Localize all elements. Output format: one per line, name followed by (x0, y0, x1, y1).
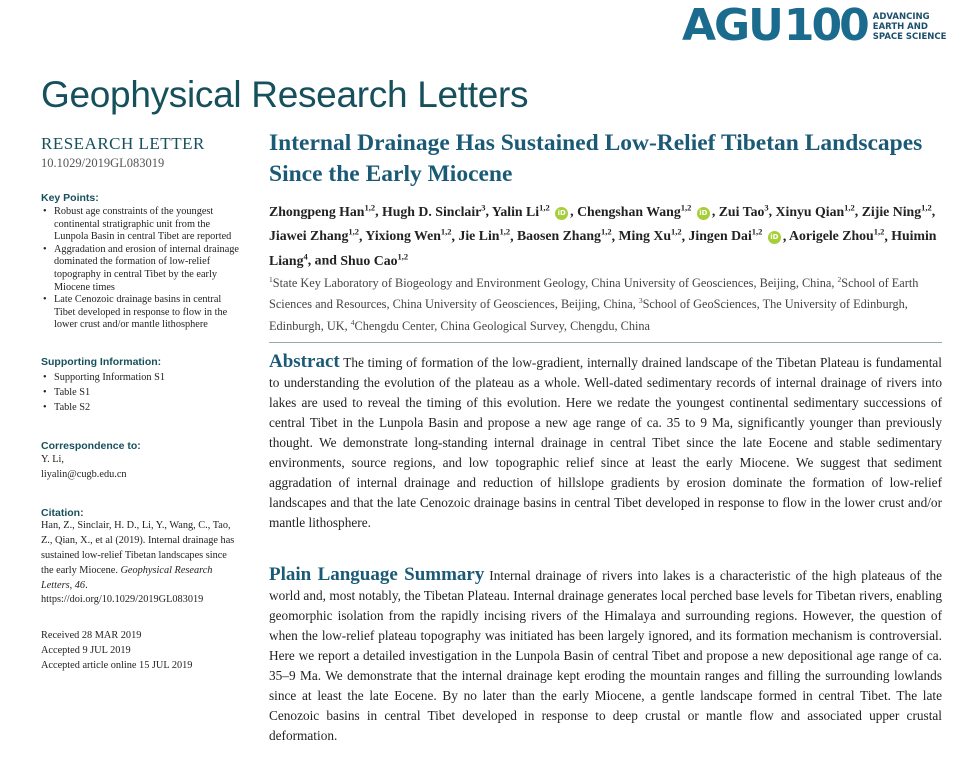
citation-separator: , (69, 579, 75, 591)
author-affiliation-number: 1,2 (921, 202, 932, 212)
accepted-date: Accepted 9 JUL 2019 (41, 645, 131, 657)
author (458, 228, 510, 243)
citation-section (41, 507, 241, 608)
citation-pre: Han, Z., Sinclair, H. D., Li, Y., Wang, C., Tao, Z., Qian, X., et al (2019). Internal drainage has sustained low-relief Tibetan landscapes since the early Miocene. (41, 519, 235, 576)
author-name: Baosen Zhang (516, 228, 601, 244)
author (517, 228, 612, 243)
sidebar (41, 134, 241, 673)
author (269, 228, 359, 243)
author (269, 204, 375, 219)
affiliation-number: 3 (638, 296, 643, 306)
logo-100-text: 100 (783, 0, 867, 51)
supporting-section (41, 356, 241, 415)
author (719, 204, 769, 219)
author-name: Huimin Liang (269, 228, 937, 268)
author-name: Xinyu Qian (775, 203, 845, 219)
affiliation-text: School of Earth Sciences and Resources, China University of Geosciences, Beijing, China, (269, 276, 919, 312)
author-affiliation-number: 4 (303, 251, 308, 262)
author (789, 228, 884, 243)
journal-title: Geophysical Research Letters (41, 74, 529, 115)
author-affiliation-number: 1,2 (600, 226, 612, 237)
affiliation-text: State Key Laboratory of Biogeology and Environment Geology, China University of Geosciences, Beijing, China, (272, 276, 838, 291)
logo-agu-text: AGU (682, 0, 782, 51)
key-points-heading: Key Points: (41, 192, 99, 204)
citation-journal: Geophysical Research Letters (41, 564, 213, 591)
author (689, 228, 783, 243)
supporting-item[interactable]: • Table S1 (41, 385, 241, 400)
author-affiliation-number: 1,2 (499, 226, 511, 237)
author-affiliation-number: 3 (481, 202, 486, 212)
online-date: Accepted article online 15 JUL 2019 (41, 660, 193, 672)
citation-doi-link[interactable]: . https://doi.org/10.1029/2019GL083019 (41, 579, 204, 606)
author-affiliation-number: 1,2 (440, 226, 452, 237)
article-title: Internal Drainage Has Sustained Low-Relief Tibetan Landscapes Since the Early Miocene (269, 130, 923, 187)
article-type: RESEARCH LETTER (41, 134, 205, 153)
supporting-item[interactable]: • Table S2 (41, 400, 241, 415)
author-name: Yalin Li (491, 203, 540, 219)
key-point-item: • Late Cenozoic drainage basins in central Tibet developed in response to flow in the lower crust and/or mantle lithosphere (41, 294, 241, 332)
author-affiliation-number: 1,2 (873, 226, 885, 237)
author (776, 204, 855, 219)
affiliations (269, 271, 942, 335)
author-affiliation-number: 3 (764, 202, 769, 212)
author-name: Chengshan Wang (577, 203, 681, 219)
affiliation-number: 2 (837, 275, 842, 284)
author-name: Jie Lin (458, 228, 500, 244)
key-points-section (41, 192, 241, 332)
author-name: Ming Xu (618, 228, 671, 244)
logo-tagline-line: ADVANCING (872, 12, 930, 22)
logo-tagline-line: EARTH AND (872, 22, 928, 32)
logo-tagline (873, 12, 947, 42)
supporting-item[interactable]: • Supporting Information S1 (41, 370, 241, 385)
author-list: Zhongpeng Han$^{1,2}$, Hugh D. Sinclair$^3$, Yalin Li$^{1,2}$ iD , Chengshan Wang$^{1,2}$ iD , Zui Tao$^3$, Xinyu Qian$^{1,2}$, Zijie Ning$^{1,2}$, Jiawei Zhang$^{1,2}$, Yixiong Wen$^{1,2}$, Jie Lin$^{1,2}$, Baosen Zhang$^{1,2}$, Ming Xu$^{1,2}$, Jingen Dai$^{1,2}$ iD , Aorigele Zhou$^{1,2}$, Huimin Liang$^4$, and Shuo Cao$^{1,2}$ (269, 202, 937, 268)
author-affiliation-number: 1,2 (844, 202, 855, 212)
orcid-icon[interactable]: iD (555, 207, 568, 220)
citation-volume: 46 (74, 579, 86, 591)
plain-language-section (269, 565, 942, 746)
author-affiliation-number: 1,2 (539, 202, 550, 212)
citation-heading: Citation: (41, 506, 84, 519)
key-points-list (41, 206, 241, 332)
correspondence-name: Y. Li, (41, 453, 64, 465)
correspondence-section (41, 440, 241, 482)
author-affiliation-number: 1,2 (364, 202, 376, 212)
author (862, 204, 932, 219)
abstract-section (269, 352, 942, 533)
author-name: Yixiong Wen (365, 228, 441, 244)
citation-text (41, 519, 241, 608)
author-name: Shuo Cao (340, 252, 398, 268)
correspondence-heading: Correspondence to: (41, 439, 141, 452)
logo-tagline-line: SPACE SCIENCE (872, 32, 947, 42)
agu100-logo (682, 0, 947, 51)
author (492, 204, 570, 219)
author-name: Aorigele Zhou (789, 228, 874, 244)
author-name: Hugh D. Sinclair (382, 203, 482, 219)
key-point-item: • Aggradation and erosion of internal drainage dominated the formation of low-relief topography in central Tibet by the early Miocene times (41, 244, 241, 294)
article-doi[interactable]: 10.1029/2019GL083019 (41, 156, 165, 170)
divider (269, 342, 942, 343)
author-name: Jiawei Zhang (269, 228, 349, 244)
orcid-icon[interactable]: iD (697, 207, 710, 220)
author (618, 228, 681, 243)
author-name: Zhongpeng Han (269, 203, 365, 219)
dates-section (41, 628, 241, 673)
key-point-item: • Robust age constraints of the youngest continental stratigraphic unit from the Lunpola Basin in central Tibet are reported (41, 206, 241, 244)
plain-language-text: Internal drainage of rivers into lakes is a characteristic of the high plateaus of the world and, most notably, the Tibetan Plateau. Internal drainage generates local perched base levels for Tibetan rivers, enabling geomorphic isolation from the rapidly incising rivers of the Himalaya and surrounding regions. However, the question of when the low-relief plateau topography was initiated has been largely ignored, and its formation mechanism is controversial. Here we report a detailed investigation in the Lunpola Basin of central Tibet and propose a new depositional age range of ca. 35–9 Ma. We demonstrate that the internal drainage kept eroding the mountain ranges and filling the surrounding lowlands since at least the late Eocene. By no later than the early Miocene, a gentle landscape formed in central Tibet. The late Cenozoic basins in central Tibet developed in response to deep crustal or mantle flow and associated upper crustal deformation. (269, 568, 943, 743)
affiliation-number: 4 (350, 317, 355, 327)
supporting-heading: Supporting Information: (41, 355, 162, 368)
abstract-heading: Abstract (269, 351, 340, 372)
author-name: Zijie Ning (861, 203, 922, 219)
orcid-icon[interactable]: iD (768, 231, 781, 244)
author-affiliation-number: 1,2 (397, 251, 409, 262)
author (577, 204, 712, 219)
abstract-text: The timing of formation of the low-gradient, internally drained landscape of the Tibetan Plateau is fundamental to understanding the evolution of the plateau as a whole. Well-dated sedimentary records of internal drainage of rivers into lakes are used to reveal the timing of this evolution. Here we redate the youngest continental sedimentary successions of central Tibet in the Lunpola Basin and propose a new age range of ca. 35 to 9 Ma, significantly younger than previously thought. We demonstrate long-standing internal drainage in central Tibet since the late Eocene and stable sedimentary environments, source regions, and low topographic relief since at least the early Miocene. We suggest that sediment aggradation of internal drainage and reduction of hillslope gradients by erosion dominate the formation of low-relief landscapes and that the late Cenozoic drainage basins in central Tibet developed in response to flow in the lower crust and/or mantle lithosphere. (269, 355, 942, 530)
affiliation-number: 1 (269, 275, 273, 284)
correspondence-email[interactable]: liyalin@cugb.edu.cn (41, 468, 127, 480)
author-affiliation-number: 1,2 (671, 226, 682, 237)
author (365, 228, 451, 243)
author-affiliation-number: 1,2 (680, 202, 692, 212)
author-name: Zui Tao (718, 203, 765, 219)
affiliation-text: Chengdu Center, China Geological Survey, Chengdu, China (354, 318, 650, 333)
plain-language-heading: Plain Language Summary (269, 564, 485, 585)
affiliation-text: School of GeoSciences, The University of Edinburgh, Edinburgh, UK, (269, 297, 908, 333)
supporting-list (41, 370, 241, 415)
author-affiliation-number: 1,2 (751, 226, 763, 237)
author-affiliation-number: 1,2 (348, 226, 359, 237)
author (340, 253, 408, 268)
received-date: Received 28 MAR 2019 (41, 630, 142, 642)
author (382, 204, 486, 219)
author-name: Jingen Dai (688, 228, 752, 244)
